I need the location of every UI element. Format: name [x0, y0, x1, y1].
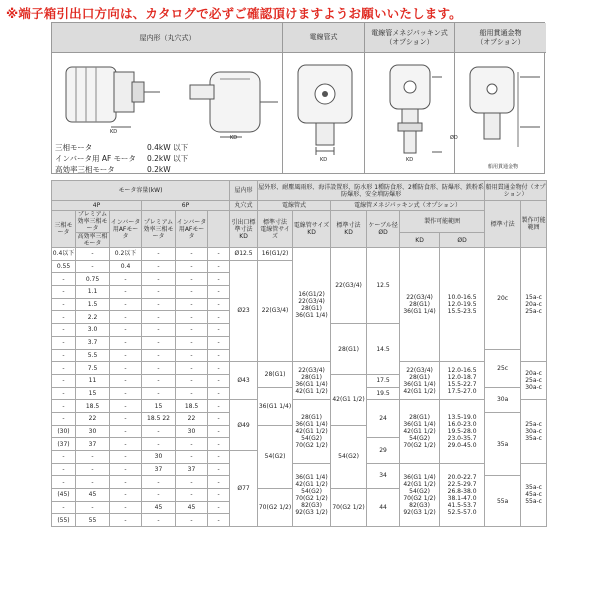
- motor-capacity-cell: -: [52, 374, 76, 387]
- motor-capacity-cell: -: [52, 311, 76, 324]
- motor-capacity-cell: -: [110, 489, 142, 502]
- motor-capacity-cell: -: [52, 324, 76, 337]
- spec-cell-cab: 44: [367, 489, 400, 527]
- motor-capacity-cell: -: [208, 476, 230, 489]
- spec-cell-sstd: 20c: [485, 248, 521, 350]
- motor-capacity-cell: 0.2以下: [110, 248, 142, 261]
- kd-label-1: KD: [110, 129, 118, 135]
- motor-capacity-cell: -: [52, 476, 76, 489]
- motor-capacity-cell: -: [176, 311, 208, 324]
- spec-cell-crng: 12.0-16.5 12.0-18.7 15.5-22.7 17.5-27.0: [440, 362, 485, 400]
- motor-capacity-cell: -: [110, 324, 142, 337]
- motor-capacity-cell: -: [208, 412, 230, 425]
- spec-cell-kd: Ø77: [230, 451, 258, 527]
- motor-capacity-cell: 1.1: [76, 286, 110, 299]
- motor-capacity-cell: 3.7: [76, 336, 110, 349]
- motor-capacity-cell: -: [142, 425, 176, 438]
- legend-row: インバータ用 AF モータ 0.2kW 以下: [55, 154, 189, 163]
- motor-capacity-cell: 0.75: [76, 273, 110, 286]
- spec-cell-pstd: 28(G1): [331, 324, 367, 375]
- motor-capacity-cell: -: [142, 349, 176, 362]
- motor-capacity-cell: -: [52, 463, 76, 476]
- th-premium-4p: プレミアム効率三相モータ: [77, 211, 108, 232]
- spec-cell-cstd: 22(G3/4): [258, 260, 293, 362]
- motor-capacity-cell: -: [52, 412, 76, 425]
- th-6p: 6P: [142, 201, 230, 211]
- motor-capacity-cell: -: [208, 438, 230, 451]
- th-packing-std: 標準寸法 KD: [331, 211, 367, 248]
- motor-capacity-cell: -: [142, 273, 176, 286]
- motor-capacity-cell: -: [208, 324, 230, 337]
- motor-capacity-cell: 22: [76, 412, 110, 425]
- motor-capacity-cell: -: [110, 501, 142, 514]
- spec-cell-cpos: 28(G1) 36(G1 1/4) 42(G1 1/2) 54(G2) 70(G2 1/2): [293, 400, 331, 463]
- th-conduit: 電線管式: [258, 201, 331, 211]
- spec-cell-crng: 20.0-22.7 22.5-29.7 26.8-38.0 38.1-47.0 41.5-53.7 52.5-57.0: [440, 463, 485, 526]
- th-cable: ケーブル径 ØD: [367, 211, 400, 248]
- motor-capacity-cell: -: [142, 298, 176, 311]
- packing-box-sketch: [370, 57, 452, 172]
- motor-capacity-cell: -: [208, 286, 230, 299]
- motor-capacity-cell: 18.5: [76, 400, 110, 413]
- th-kd: KD: [400, 233, 440, 248]
- label-ship: 船用貫通金物 （オプション）: [455, 23, 546, 53]
- kd-label-3: KD: [320, 157, 328, 163]
- motor-capacity-cell: -: [208, 463, 230, 476]
- motor-capacity-cell: (37): [52, 438, 76, 451]
- motor-capacity-cell: -: [142, 387, 176, 400]
- motor-capacity-cell: -: [208, 501, 230, 514]
- spec-cell-cab: 12.5: [367, 248, 400, 324]
- motor-capacity-cell: -: [176, 489, 208, 502]
- spec-cell-srng: 15a-c 20a-c 25a-c: [521, 248, 547, 362]
- spec-cell-sstd: 25c: [485, 349, 521, 387]
- motor-capacity-cell: -: [110, 311, 142, 324]
- motor-capacity-cell: (45): [52, 489, 76, 502]
- th-packing-possible: 製作可能範囲: [400, 211, 485, 233]
- spec-cell-cab: 29: [367, 438, 400, 463]
- motor-capacity-cell: 30: [142, 451, 176, 464]
- th-round: 丸穴式: [230, 201, 258, 211]
- motor-capacity-cell: -: [110, 349, 142, 362]
- spec-cell-pstd: 22(G3/4): [331, 248, 367, 324]
- motor-capacity-cell: -: [142, 336, 176, 349]
- table-row: [52, 463, 547, 476]
- motor-capacity-cell: 45: [176, 501, 208, 514]
- motor-capacity-cell: 15: [142, 400, 176, 413]
- th-ship-range: 製作可能範囲: [521, 201, 547, 248]
- spec-cell-cab: 24: [367, 400, 400, 438]
- motor-capacity-cell: -: [142, 374, 176, 387]
- motor-capacity-cell: 5.5: [76, 349, 110, 362]
- motor-capacity-cell: -: [52, 362, 76, 375]
- ship-fitting-label: 船用貫通金物: [488, 164, 519, 170]
- motor-capacity-cell: -: [110, 374, 142, 387]
- spec-cell-pstd: 70(G2 1/2): [331, 489, 367, 527]
- motor-capacity-cell: -: [110, 451, 142, 464]
- motor-capacity-cell: 22: [176, 412, 208, 425]
- label-conduit: 電線管式: [283, 23, 364, 53]
- th-phid: ØD: [440, 233, 485, 248]
- motor-capacity-cell: -: [176, 387, 208, 400]
- motor-capacity-cell: -: [208, 400, 230, 413]
- motor-capacity-cell: -: [52, 451, 76, 464]
- motor-capacity-cell: -: [176, 336, 208, 349]
- motor-capacity-cell: (55): [52, 514, 76, 527]
- motor-capacity-cell: 11: [76, 374, 110, 387]
- motor-capacity-cell: -: [110, 298, 142, 311]
- motor-capacity-cell: -: [176, 374, 208, 387]
- motor-terminal-sketch: [170, 57, 280, 147]
- table-row: [52, 362, 547, 375]
- table-row: [52, 400, 547, 413]
- label-packing: 電線管メネジパッキン式 （オプション）: [365, 23, 454, 53]
- th-indoor: 屋内形: [230, 181, 258, 201]
- kd-label-2: KD: [230, 135, 238, 141]
- motor-capacity-cell: -: [176, 514, 208, 527]
- motor-capacity-cell: -: [110, 273, 142, 286]
- th-three-phase: 三相モータ: [52, 211, 76, 248]
- motor-capacity-cell: -: [208, 248, 230, 261]
- motor-capacity-cell: -: [52, 286, 76, 299]
- motor-capacity-cell: -: [176, 260, 208, 273]
- motor-capacity-cell: -: [52, 349, 76, 362]
- spec-cell-cab: 17.5: [367, 374, 400, 387]
- motor-capacity-cell: -: [110, 463, 142, 476]
- kd-label-4: KD: [406, 157, 414, 163]
- motor-capacity-cell: -: [110, 400, 142, 413]
- motor-capacity-cell: 37: [176, 463, 208, 476]
- spec-cell-kd: Ø12.5: [230, 248, 258, 261]
- motor-capacity-cell: 18.5: [176, 400, 208, 413]
- th-motor-capacity: モータ容量(kW): [52, 181, 230, 201]
- spec-cell-cab: 14.5: [367, 324, 400, 375]
- motor-capacity-cell: -: [208, 451, 230, 464]
- ship-fitting-sketch: [460, 57, 544, 162]
- motor-capacity-cell: 45: [76, 489, 110, 502]
- motor-capacity-cell: -: [176, 362, 208, 375]
- motor-capacity-cell: 0.55: [52, 260, 76, 273]
- motor-capacity-cell: -: [52, 298, 76, 311]
- motor-capacity-cell: 0.4: [110, 260, 142, 273]
- th-outlet-std: 引出口標準寸法 KD: [230, 211, 258, 248]
- motor-capacity-cell: -: [52, 400, 76, 413]
- motor-capacity-cell: -: [176, 286, 208, 299]
- th-inverter-6p: インバータ用AFモータ: [176, 211, 208, 248]
- motor-capacity-cell: -: [52, 387, 76, 400]
- motor-capacity-cell: 37: [142, 463, 176, 476]
- motor-capacity-cell: -: [76, 451, 110, 464]
- motor-capacity-cell: -: [208, 298, 230, 311]
- motor-capacity-cell: -: [176, 451, 208, 464]
- spec-cell-cstd: 54(G2): [258, 425, 293, 488]
- motor-capacity-cell: -: [142, 489, 176, 502]
- motor-capacity-cell: 3.0: [76, 324, 110, 337]
- motor-capacity-cell: -: [208, 336, 230, 349]
- spec-cell-srng: 35a-c 45a-c 55a-c: [521, 463, 547, 526]
- motor-capacity-cell: 1.5: [76, 298, 110, 311]
- motor-capacity-cell: -: [110, 412, 142, 425]
- spec-cell-cstd: 16(G1/2): [258, 248, 293, 261]
- th-outdoor: 屋外形、耐塵風雨形、海洋設置形、防水形 1種防食形、2種防食形、防爆形、鉄粉系防爆形、安全増防爆形: [258, 181, 485, 201]
- motor-capacity-cell: -: [142, 248, 176, 261]
- motor-capacity-cell: -: [208, 387, 230, 400]
- motor-capacity-cell: -: [142, 311, 176, 324]
- motor-capacity-cell: -: [142, 362, 176, 375]
- spec-cell-cstd: 70(G2 1/2): [258, 489, 293, 527]
- spec-cell-ppos: 28(G1) 36(G1 1/4) 42(G1 1/2) 54(G2) 70(G2 1/2): [400, 400, 440, 463]
- motor-capacity-cell: -: [110, 514, 142, 527]
- motor-capacity-cell: -: [208, 514, 230, 527]
- outlet-spec-table: [51, 180, 547, 527]
- spec-cell-cstd: 28(G1): [258, 362, 293, 387]
- spec-cell-ppos: 36(G1 1/4) 42(G1 1/2) 54(G2) 70(G2 1/2) 82(G3) 92(G3 1/2): [400, 463, 440, 526]
- motor-capacity-cell: 45: [142, 501, 176, 514]
- motor-capacity-cell: -: [76, 463, 110, 476]
- motor-capacity-cell: 18.5 22: [142, 412, 176, 425]
- spec-cell-crng: 10.0-16.5 12.0-19.5 15.5-23.5: [440, 248, 485, 362]
- spec-cell-srng: 25a-c 30a-c 35a-c: [521, 400, 547, 463]
- th-conduit-possible: 電線管サイズ KD: [293, 211, 331, 248]
- motor-capacity-cell: -: [52, 273, 76, 286]
- motor-capacity-cell: -: [52, 501, 76, 514]
- th-high-eff: 高効率三相モータ: [77, 233, 108, 247]
- motor-capacity-cell: -: [208, 374, 230, 387]
- motor-capacity-cell: 30: [176, 425, 208, 438]
- motor-capacity-cell: -: [76, 260, 110, 273]
- spec-cell-ppos: 22(G3/4) 28(G1) 36(G1 1/4) 42(G1 1/2): [400, 362, 440, 400]
- spec-cell-sstd: 55a: [485, 476, 521, 527]
- motor-capacity-cell: -: [208, 273, 230, 286]
- motor-capacity-cell: -: [76, 248, 110, 261]
- th-conduit-std: 標準寸法 電線管サイズ: [258, 211, 293, 248]
- motor-front-sketch: [56, 57, 166, 137]
- spec-cell-sstd: 30a: [485, 387, 521, 412]
- motor-capacity-cell: 37: [76, 438, 110, 451]
- spec-cell-cab: 19.5: [367, 387, 400, 400]
- motor-capacity-cell: (30): [52, 425, 76, 438]
- spec-cell-cpos: 16(G1/2) 22(G3/4) 28(G1) 36(G1 1/4): [293, 248, 331, 362]
- label-indoor-round: 屋内形（丸穴式）: [139, 34, 196, 42]
- spec-cell-ppos: 22(G3/4) 28(G1) 36(G1 1/4): [400, 248, 440, 362]
- spec-cell-crng: 13.5-19.0 16.0-23.0 19.5-28.0 23.0-35.7 29.0-45.0: [440, 400, 485, 463]
- th-4p: 4P: [52, 201, 142, 211]
- motor-capacity-cell: -: [110, 438, 142, 451]
- motor-capacity-cell: -: [176, 438, 208, 451]
- motor-capacity-cell: 55: [76, 514, 110, 527]
- spec-cell-pstd: 54(G2): [331, 425, 367, 488]
- spec-cell-cpos: 36(G1 1/4) 42(G1 1/2) 54(G2) 70(G2 1/2) 82(G3) 92(G3 1/2): [293, 463, 331, 526]
- conduit-box-sketch: [288, 57, 362, 167]
- motor-capacity-cell: 7.5: [76, 362, 110, 375]
- motor-capacity-cell: -: [208, 260, 230, 273]
- motor-capacity-cell: -: [142, 324, 176, 337]
- th-premium-6p: プレミアム効率三相モータ: [142, 211, 176, 248]
- legend-row: 高効率三相モータ 0.2kW: [55, 165, 171, 174]
- spec-cell-cstd: 36(G1 1/4): [258, 387, 293, 425]
- motor-capacity-cell: -: [52, 336, 76, 349]
- spec-cell-pstd: 42(G1 1/2): [331, 374, 367, 425]
- order-notice: ※端子箱引出口方向は、カタログで必ずご確認頂けますようお願いいたします。: [6, 6, 462, 21]
- motor-capacity-cell: -: [176, 324, 208, 337]
- motor-capacity-cell: 15: [76, 387, 110, 400]
- th-inverter-4p: インバータ用AFモータ: [110, 211, 142, 248]
- motor-capacity-cell: -: [208, 489, 230, 502]
- motor-capacity-cell: -: [176, 476, 208, 489]
- motor-capacity-cell: -: [208, 311, 230, 324]
- motor-capacity-cell: -: [142, 260, 176, 273]
- motor-capacity-cell: -: [110, 286, 142, 299]
- spec-cell-cpos: 22(G3/4) 28(G1) 36(G1 1/4) 42(G1 1/2): [293, 362, 331, 400]
- table-row: [52, 248, 547, 261]
- th-conduit-packing: 電線管メネジパッキン式（オプション）: [331, 201, 485, 211]
- motor-capacity-cell: -: [142, 514, 176, 527]
- th-ship-std: 標準寸法: [485, 201, 521, 248]
- motor-capacity-cell: -: [142, 476, 176, 489]
- motor-capacity-cell: -: [176, 349, 208, 362]
- spec-cell-srng: 20a-c 25a-c 30a-c: [521, 362, 547, 400]
- motor-capacity-cell: -: [176, 248, 208, 261]
- motor-capacity-cell: -: [110, 425, 142, 438]
- motor-capacity-cell: -: [176, 273, 208, 286]
- motor-capacity-cell: 2.2: [76, 311, 110, 324]
- motor-capacity-cell: -: [110, 362, 142, 375]
- motor-capacity-cell: -: [208, 349, 230, 362]
- spec-cell-sstd: 35a: [485, 412, 521, 475]
- spec-cell-kd: Ø43: [230, 362, 258, 400]
- motor-capacity-cell: -: [208, 362, 230, 375]
- motor-capacity-cell: -: [110, 387, 142, 400]
- motor-capacity-cell: -: [176, 298, 208, 311]
- motor-capacity-cell: 0.4以下: [52, 248, 76, 261]
- legend-row: 三相モータ 0.4kW 以下: [55, 143, 189, 152]
- spec-cell-kd: Ø23: [230, 260, 258, 362]
- motor-capacity-cell: -: [142, 438, 176, 451]
- motor-capacity-cell: -: [110, 336, 142, 349]
- motor-capacity-cell: -: [76, 476, 110, 489]
- phid-label: ØD: [450, 135, 458, 141]
- motor-capacity-cell: -: [110, 476, 142, 489]
- spec-cell-cab: 34: [367, 463, 400, 488]
- spec-cell-kd: Ø49: [230, 400, 258, 451]
- motor-capacity-cell: -: [142, 286, 176, 299]
- motor-legend: [55, 142, 188, 175]
- motor-capacity-cell: 30: [76, 425, 110, 438]
- motor-capacity-cell: -: [208, 425, 230, 438]
- motor-capacity-cell: -: [76, 501, 110, 514]
- th-ship: 船用貫通金物付（オプション）: [485, 181, 547, 201]
